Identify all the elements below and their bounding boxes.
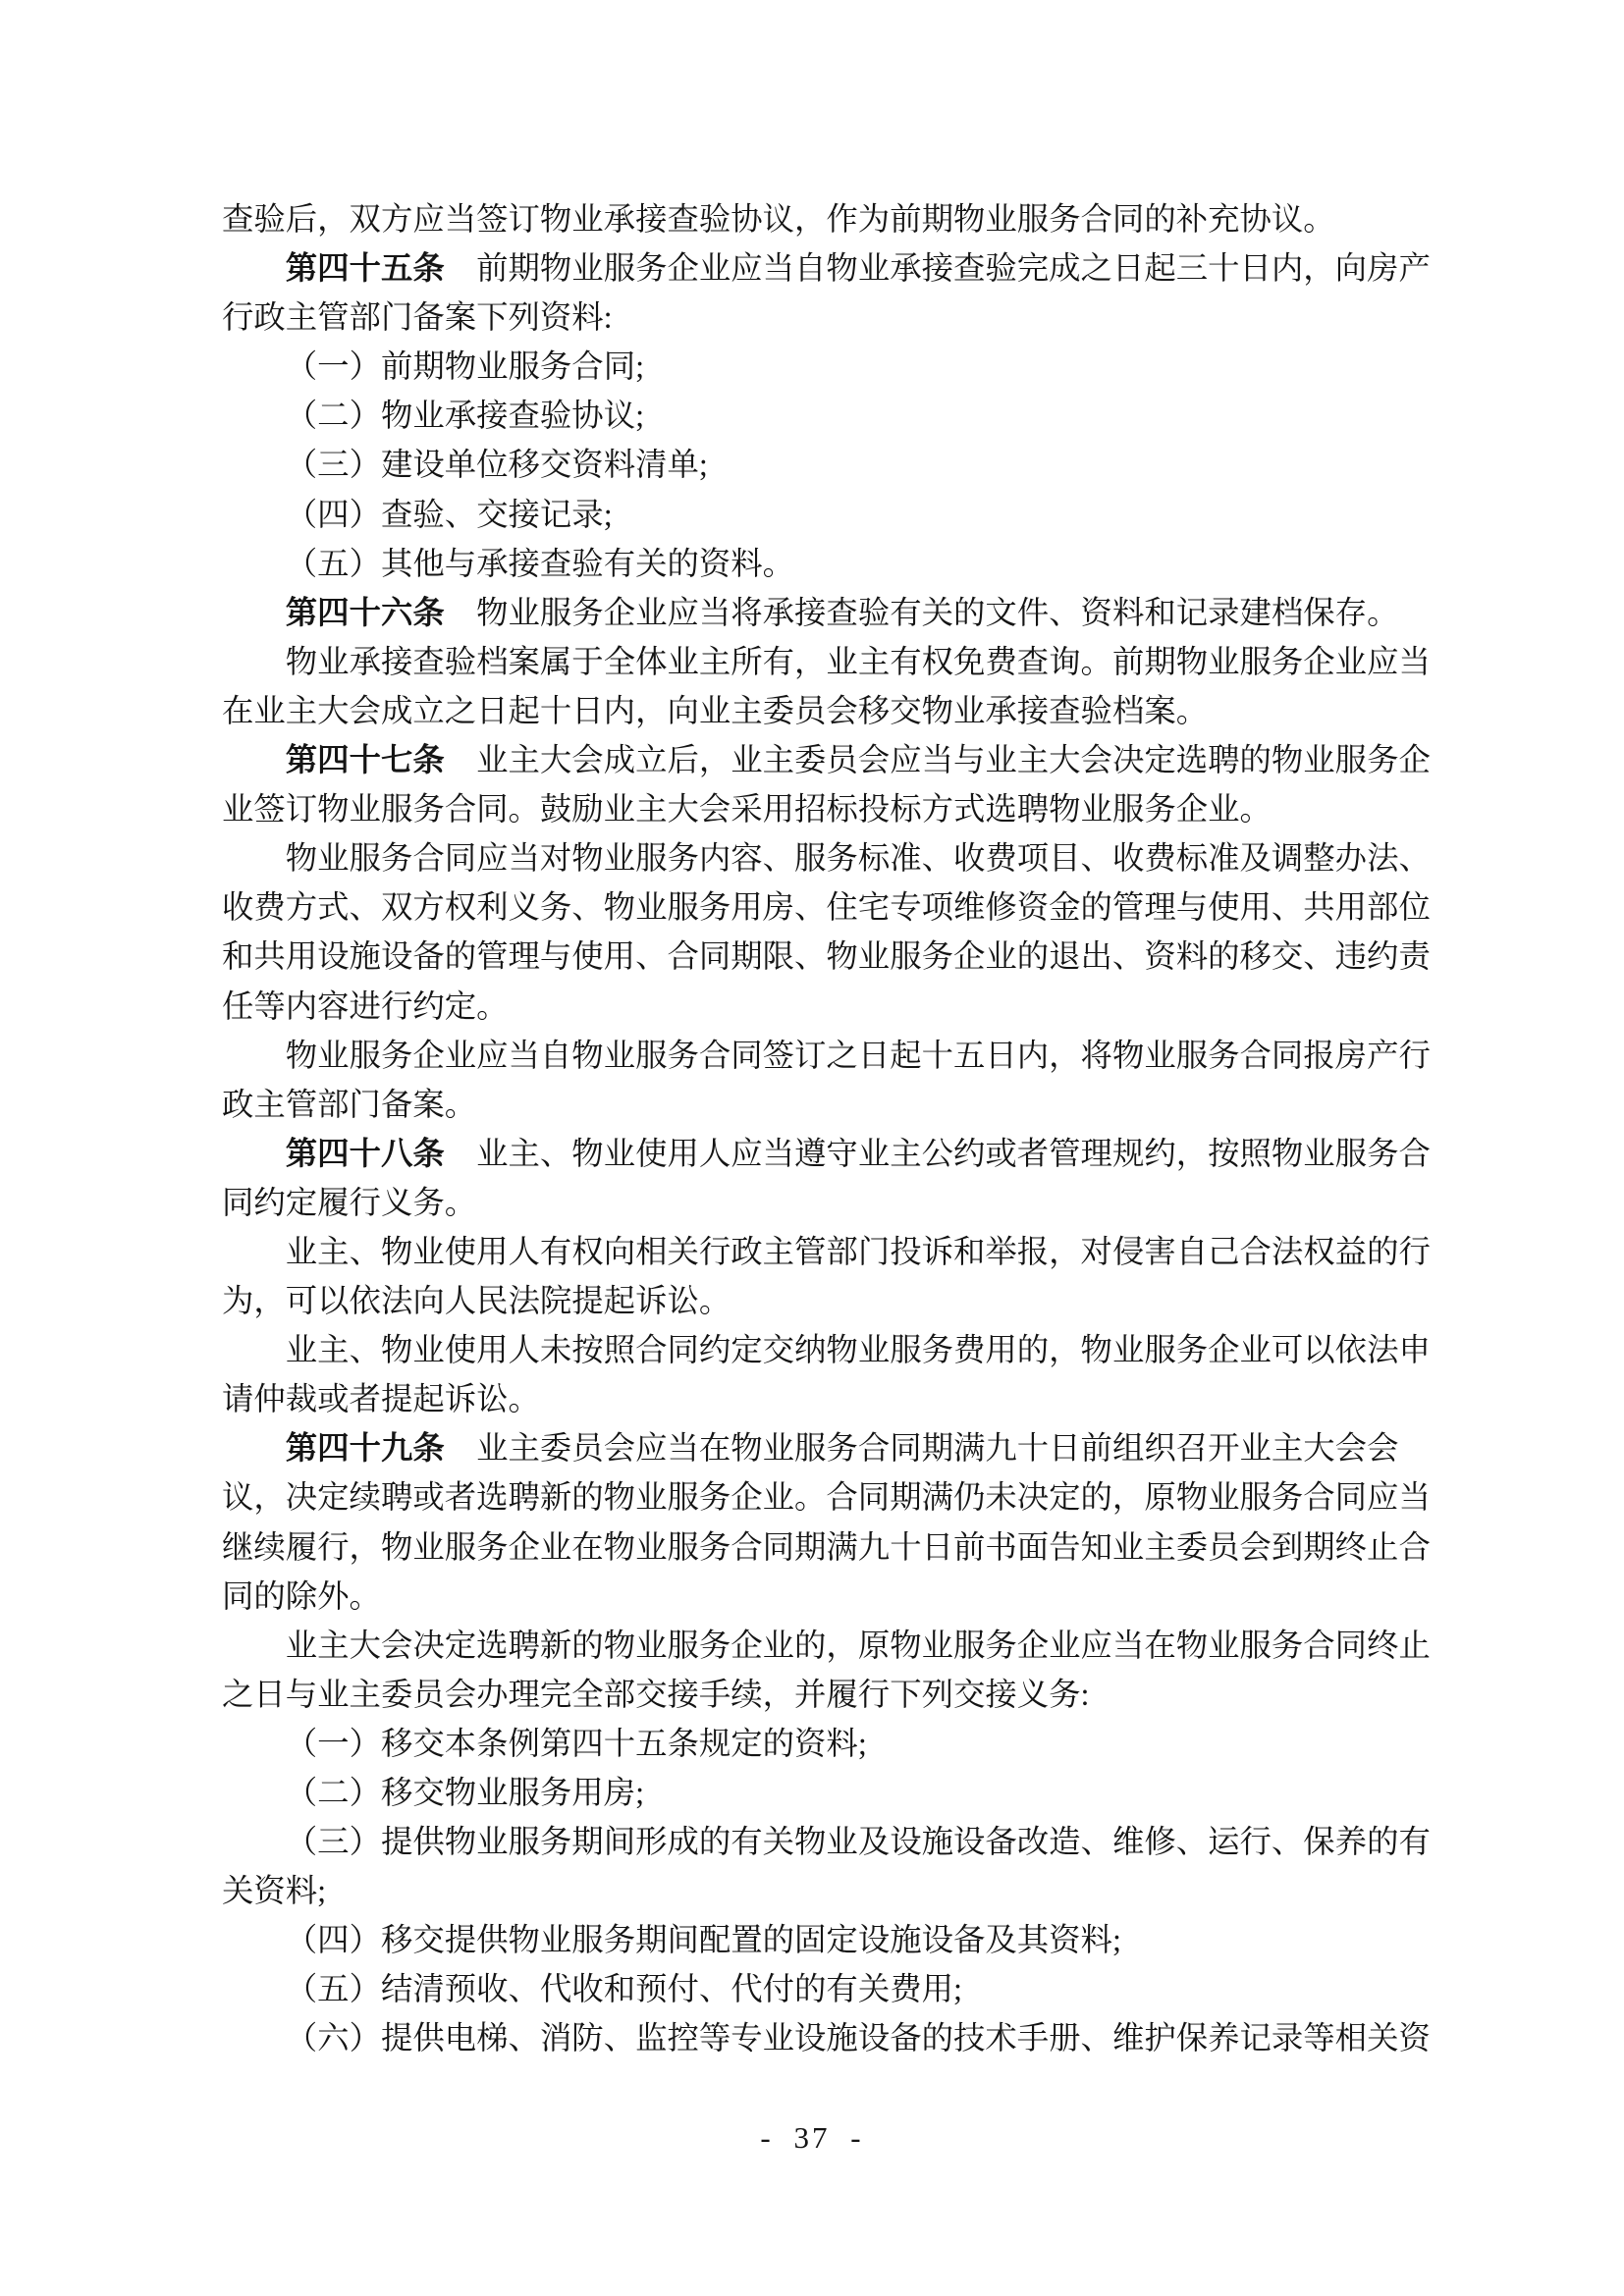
text-line [222,1720,1432,1769]
line-text: （四）查验、交接记录; [285,497,613,533]
line-text: 业签订物业服务合同。鼓励业主大会采用招标投标方式选聘物业服务企业。 [222,792,1272,828]
article-number: 第四十九条 [285,1431,445,1468]
text-line [222,1130,1432,1179]
article-number: 第四十五条 [285,251,445,288]
line-text: （三）建设单位移交资料清单; [285,448,708,484]
text-line [222,343,1432,392]
text-line [222,1622,1432,1671]
text-line [222,1424,1432,1473]
text-line [222,294,1432,343]
article-number: 第四十六条 [285,595,445,631]
line-text: 物业服务企业应当将承接查验有关的文件、资料和记录建档保存。 [476,595,1399,631]
line-text: 业主大会决定选聘新的物业服务企业的，原物业服务企业应当在物业服务合同终止 [285,1628,1431,1664]
text-line [222,1375,1432,1424]
line-text: 物业服务合同应当对物业服务内容、服务标准、收费项目、收费标准及调整办法、 [285,841,1431,878]
text-line [222,244,1432,294]
text-line [222,1916,1432,1965]
text-line [222,491,1432,540]
text-line [222,1573,1432,1622]
line-text: 之日与业主委员会办理完全部交接手续，并履行下列交接义务: [222,1677,1090,1713]
text-line [222,2014,1432,2063]
text-line [222,1228,1432,1277]
line-text: （五）结清预收、代收和预付、代付的有关费用; [285,1972,962,2008]
line-text: （二）物业承接查验协议; [285,399,645,435]
text-line [222,589,1432,638]
line-text: （一）移交本条例第四十五条规定的资料; [285,1726,867,1762]
line-text: 议，决定续聘或者选聘新的物业服务企业。合同期满仍未决定的，原物业服务合同应当 [222,1480,1431,1517]
line-text: 请仲裁或者提起诉讼。 [222,1382,540,1418]
text-line [222,1179,1432,1228]
text-line [222,1965,1432,2014]
text-line [222,983,1432,1032]
line-text: 业主、物业使用人未按照合同约定交纳物业服务费用的，物业服务企业可以依法申 [285,1333,1431,1369]
text-line [222,1277,1432,1326]
line-text: 同约定履行义务。 [222,1185,477,1221]
line-text: 政主管部门备案。 [222,1087,477,1123]
line-text: （三）提供物业服务期间形成的有关物业及设施设备改造、维修、运行、保养的有 [285,1825,1431,1861]
text-line [222,785,1432,834]
line-text: （一）前期物业服务合同; [285,349,645,386]
line-text: 继续履行，物业服务企业在物业服务合同期满九十日前书面告知业主委员会到期终止合 [222,1529,1431,1566]
text-line [222,1473,1432,1522]
line-text: 在业主大会成立之日起十日内，向业主委员会移交物业承接查验档案。 [222,693,1209,729]
line-text: 和共用设施设备的管理与使用、合同期限、物业服务企业的退出、资料的移交、违约责 [222,939,1431,976]
page-number: - 37 - [760,2120,864,2155]
article-number: 第四十八条 [285,1136,445,1172]
text-line [222,1769,1432,1818]
line-text: 业主大会成立后，业主委员会应当与业主大会决定选聘的物业服务企 [476,743,1431,779]
line-text: 关资料; [222,1874,327,1910]
line-text: （六）提供电梯、消防、监控等专业设施设备的技术手册、维护保养记录等相关资 [285,2021,1431,2057]
text-line [222,1867,1432,1916]
document-body [222,195,1432,2064]
text-line [222,1671,1432,1720]
text-line [222,736,1432,785]
line-text: 任等内容进行约定。 [222,988,509,1025]
line-text: 物业承接查验档案属于全体业主所有，业主有权免费查询。前期物业服务企业应当 [285,644,1431,680]
line-text: （四）移交提供物业服务期间配置的固定设施设备及其资料; [285,1923,1121,1959]
line-text: 业主委员会应当在物业服务合同期满九十日前组织召开业主大会会 [476,1431,1399,1468]
line-text: 行政主管部门备案下列资料: [222,300,613,337]
text-line [222,687,1432,736]
line-text: 业主、物业使用人应当遵守业主公约或者管理规约，按照物业服务合 [476,1136,1431,1172]
line-text: 为，可以依法向人民法院提起诉讼。 [222,1284,731,1320]
line-text: 业主、物业使用人有权向相关行政主管部门投诉和举报，对侵害自己合法权益的行 [285,1234,1431,1270]
text-line [222,638,1432,687]
text-line [222,195,1432,244]
text-line [222,1326,1432,1375]
text-line [222,1523,1432,1573]
text-line [222,883,1432,933]
line-text: 同的除外。 [222,1578,381,1615]
line-text: （二）移交物业服务用房; [285,1776,645,1811]
text-line [222,441,1432,490]
line-text: 收费方式、双方权利义务、物业服务用房、住宅专项维修资金的管理与使用、共用部位 [222,890,1431,927]
text-line [222,392,1432,441]
line-text: 物业服务企业应当自物业服务合同签订之日起十五日内，将物业服务合同报房产行 [285,1038,1431,1074]
text-line [222,540,1432,589]
text-line [222,1818,1432,1867]
line-text: （五）其他与承接查验有关的资料。 [285,546,795,582]
text-line [222,933,1432,982]
text-line [222,1081,1432,1130]
line-text: 查验后，双方应当签订物业承接查验协议，作为前期物业服务合同的补充协议。 [222,202,1335,238]
line-text: 前期物业服务企业应当自物业承接查验完成之日起三十日内，向房产 [476,251,1431,288]
text-line [222,834,1432,883]
article-number: 第四十七条 [285,743,445,779]
text-line [222,1032,1432,1081]
